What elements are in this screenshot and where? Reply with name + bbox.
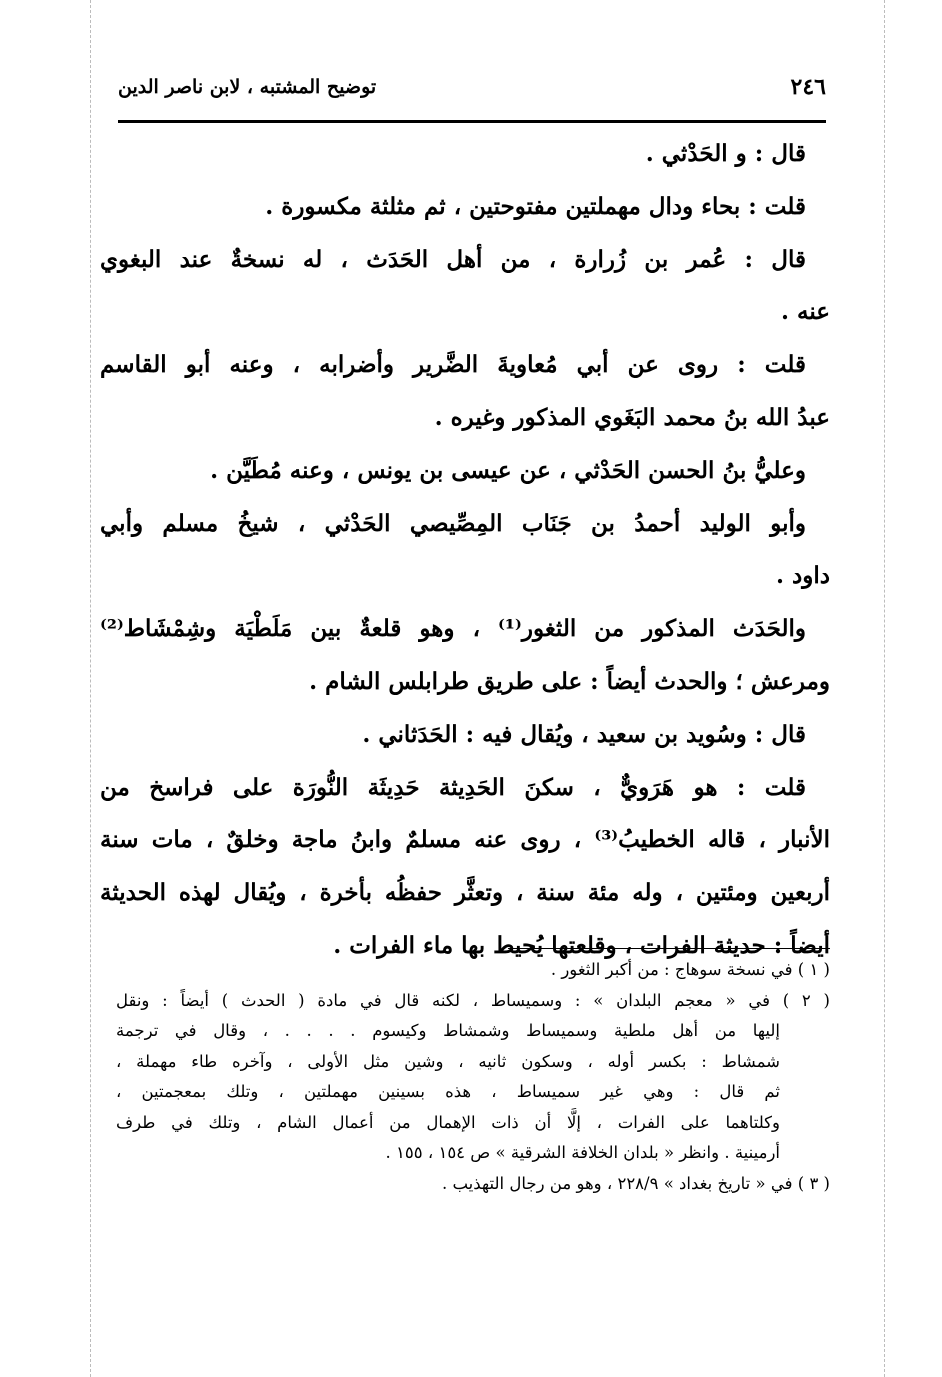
text-line: قال : عُمر بن زُرارة ، من أهل الحَدَث ، له نسخةٌ عند البغوي	[100, 245, 806, 273]
footnotes	[116, 955, 830, 1199]
footnote-rule	[508, 948, 830, 949]
footnote-line: شمشاط : بكسر أوله ، وسكون ثانيه ، وشين مثل الأولى ، وآخره طاء مهملة ،	[116, 1051, 780, 1071]
page-header	[118, 68, 826, 114]
text-line: الأنبار ، قاله الخطيبُ⁽³⁾ ، روى عنه مسلمٌ وابنُ ماجة وخلقٌ ، مات سنة	[100, 826, 830, 854]
text-line: وعليُّ بنُ الحسن الحَدْثي ، عن عيسى بن يونس ، وعنه مُطَيَّن .	[210, 456, 806, 484]
footnote-line: وكلتاهما على الفرات ، إلَّا أن ذات الإهمال من أعمال الشام ، وتلك في طرف	[116, 1112, 780, 1132]
text-line: قلت : هو هَرَويٌّ ، سكنَ الحَدِيثة حَدِيثَة النُّورَة على فراسخ من	[100, 773, 806, 801]
footnote-line: أرمينية . وانظر « بلدان الخلافة الشرقية » ص ١٥٤ ، ١٥٥ .	[385, 1143, 780, 1162]
main-text	[100, 128, 830, 973]
text-line: والحَدَث المذكور من الثغور⁽¹⁾ ، وهو قلعةٌ بين مَلَطْيَة وشِمْشَاط⁽²⁾	[100, 615, 807, 643]
running-title: توضيح المشتبه ، لابن ناصر الدين	[118, 76, 377, 98]
scan-edge-right	[884, 0, 885, 1377]
text-line: داود .	[776, 562, 830, 590]
text-line: عنه .	[780, 298, 830, 326]
text-line: أيضاً : حديثة الفرات ، وقلعتها يُحيط بها ماء الفرات .	[333, 931, 830, 959]
footnote-line: ( ٢ ) في « معجم البلدان » : وسميساط ، لكنه قال في مادة ( الحدث ) أيضاً : ونقل	[116, 990, 830, 1010]
text-line: قلت : روى عن أبي مُعاويةَ الضَّرير وأضرابه ، وعنه أبو القاسم	[100, 351, 806, 379]
scan-edge-left	[90, 0, 91, 1377]
footnote-line: ( ٣ ) في « تاريخ بغداد » ٢٢٨/٩ ، وهو من رجال التهذيب .	[441, 1173, 830, 1193]
text-line: وأبو الوليد أحمدُ بن جَنَاب المِصِّيصي الحَدْثي ، شيخُ مسلم وأبي	[100, 509, 806, 537]
text-line: قال : وسُويد بن سعيد ، ويُقال فيه : الحَدَثاني .	[362, 720, 806, 748]
footnote-line: ثم قال : وهي غير سميساط ، هذه بسينين مهملتين ، وتلك بمعجمتين ،	[116, 1082, 780, 1101]
text-line: قال : و الحَدْثي .	[645, 140, 806, 167]
footnote-line: إليها من أهل ملطية وسميساط وشمشاط وكيسوم . . . . ، وقال في ترجمة	[116, 1021, 780, 1040]
page-number: ٢٤٦	[790, 74, 826, 100]
text-line: قلت : بحاء ودال مهملتين مفتوحتين ، ثم مثلثة مكسورة .	[265, 192, 806, 220]
text-line: عبدُ الله بنُ محمد البَغَوي المذكور وغيره .	[434, 403, 830, 431]
header-rule	[118, 120, 826, 123]
footnote-line: ( ١ ) في نسخة سوهاج : من أكبر الثغور .	[550, 960, 830, 979]
text-line: أربعين ومئتين ، وله مئة سنة ، وتعثَّر حفظُه بأخرة ، ويُقال لهذه الحديثة	[100, 879, 830, 907]
text-line: ومرعش ؛ والحدث أيضاً : على طريق طرابلس الشام .	[309, 667, 830, 695]
